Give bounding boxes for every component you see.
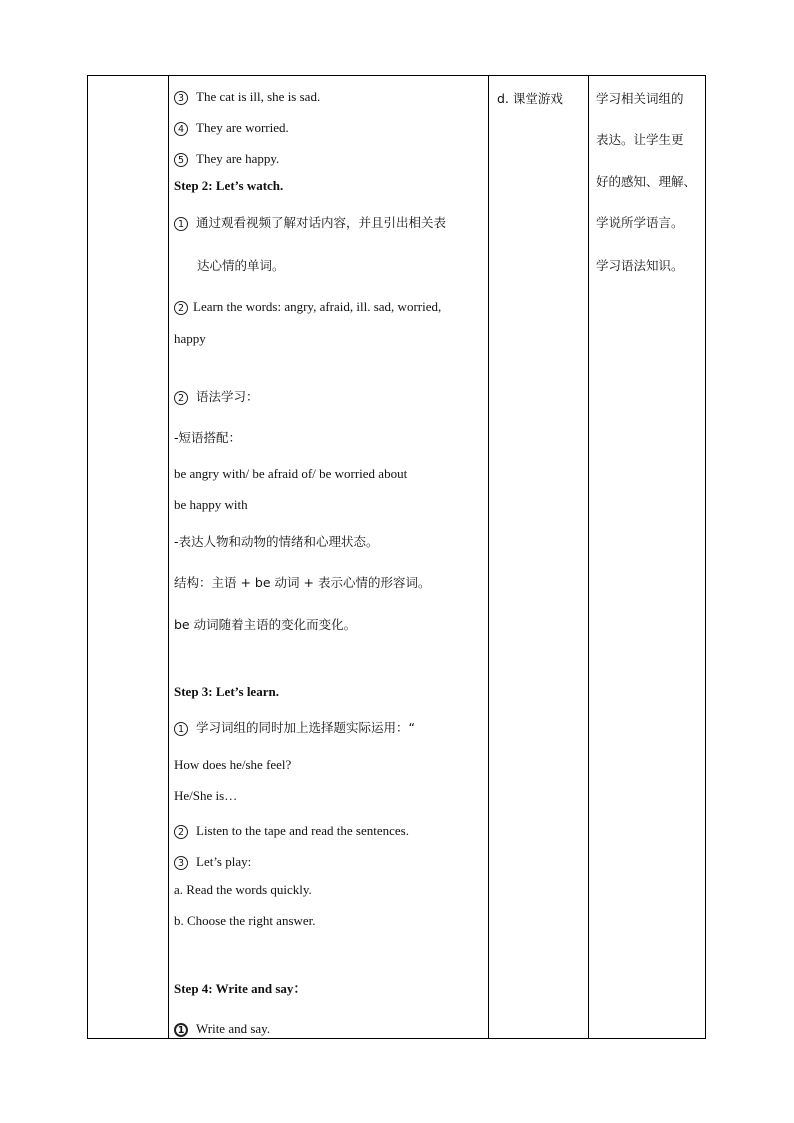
circled-number-badge: 2 — [174, 301, 188, 315]
express-emotion-note: -表达人物和动物的情绪和心理状态。 — [174, 534, 379, 549]
step1-item-3 — [174, 89, 320, 105]
step2-item-1-text: 通过观看视频了解对话内容，并且引出相关表 — [196, 215, 447, 230]
circled-number-badge: 1 — [174, 1023, 188, 1037]
step2-item-1 — [174, 215, 446, 231]
circled-number-badge: 4 — [174, 122, 188, 136]
circled-number-badge: 1 — [174, 217, 188, 231]
step1-item-5 — [174, 151, 279, 167]
circled-number-badge: 5 — [174, 153, 188, 167]
step2-grammar-item — [174, 389, 259, 405]
step3-answer: He/She is… — [174, 788, 238, 803]
phrase-collocation-heading: -短语搭配： — [174, 430, 242, 445]
step3-item-2 — [174, 823, 409, 839]
step2-item-2-continuation: happy — [174, 331, 206, 346]
circled-number-badge: 2 — [174, 391, 188, 405]
step3-item-1 — [174, 720, 415, 736]
step2-grammar-label: 语法学习： — [196, 389, 259, 404]
grammar-structure-note: 结构：主语 + be 动词 + 表示心情的形容词。 — [174, 575, 431, 590]
play-option-a: a. Read the words quickly. — [174, 882, 312, 897]
step2-item-2-text: Learn the words: angry, afraid, ill. sad, worried, — [193, 299, 442, 314]
phrase-line-2: be happy with — [174, 497, 248, 512]
step4-heading: Step 4: Write and say： — [174, 981, 307, 996]
step2-heading: Step 2: Let’s watch. — [174, 178, 284, 193]
phrase-line-1: be angry with/ be afraid of/ be worried about — [174, 466, 408, 481]
step1-item-4 — [174, 120, 289, 136]
step3-question: How does he/she feel? — [174, 757, 292, 772]
step1-item-5-text: They are happy. — [196, 151, 280, 166]
step3-item-2-text: Listen to the tape and read the sentences. — [196, 823, 409, 838]
step3-item-3-text: Let’s play: — [196, 854, 252, 869]
activity-classroom-game: d. 课堂游戏 — [497, 91, 563, 106]
step1-item-3-text: The cat is ill, she is sad. — [196, 89, 321, 104]
step3-heading: Step 3: Let’s learn. — [174, 684, 279, 699]
step2-item-1-continuation: 达心情的单词。 — [197, 258, 285, 273]
step4-item-1-text: Write and say. — [196, 1021, 271, 1036]
step4-item-1 — [174, 1021, 270, 1037]
purpose-line-2: 表达。让学生更 — [596, 132, 684, 147]
purpose-line-3: 好的感知、理解、 — [596, 174, 697, 189]
be-verb-note: be 动词随着主语的变化而变化。 — [174, 617, 357, 632]
step1-item-4-text: They are worried. — [196, 120, 289, 135]
circled-number-badge: 3 — [174, 856, 188, 870]
column-divider-3 — [588, 76, 589, 1038]
step2-item-2 — [174, 299, 441, 315]
circled-number-badge: 2 — [174, 825, 188, 839]
column-divider-2 — [488, 76, 489, 1038]
play-option-b: b. Choose the right answer. — [174, 913, 316, 928]
step3-item-3 — [174, 854, 251, 870]
circled-number-badge: 1 — [174, 722, 188, 736]
circled-number-badge: 3 — [174, 91, 188, 105]
column-divider-1 — [168, 76, 169, 1038]
purpose-line-5: 学习语法知识。 — [596, 258, 684, 273]
purpose-line-1: 学习相关词组的 — [596, 91, 684, 106]
step3-item-1-text: 学习词组的同时加上选择题实际运用：“ — [196, 720, 415, 735]
purpose-line-4: 学说所学语言。 — [596, 215, 684, 230]
